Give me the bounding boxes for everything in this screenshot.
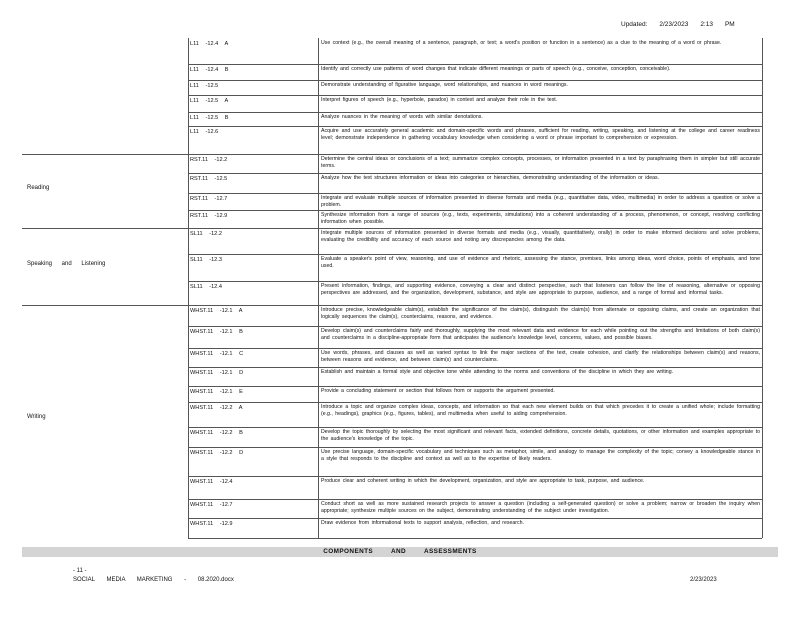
table-row [188, 193, 762, 210]
row-divider [188, 447, 762, 448]
standard-code: L11 -12.4 B [190, 67, 229, 73]
table-row [188, 173, 762, 193]
row-divider [188, 126, 762, 127]
standard-description: Demonstrate understanding of figurative language, word relationships, and nuances in word meanings. [321, 82, 568, 88]
standard-code: WHST.11 -12.1 D [190, 370, 244, 376]
page-number: - 11 - [73, 568, 87, 574]
row-divider [188, 326, 762, 327]
standard-code: RST.11 -12.2 [190, 157, 228, 163]
standard-code: RST.11 -12.5 [190, 176, 228, 182]
row-divider [188, 210, 762, 211]
domain-writing: Writing [27, 414, 46, 420]
table-column-rule [318, 38, 319, 538]
standard-description: Identify and correctly use patterns of word changes that indicate different meanings or parts of speech (e.g., conceive, conception, conceivable). [321, 66, 671, 72]
standard-code: SL11 -12.4 [190, 284, 222, 290]
row-divider [188, 348, 762, 349]
standard-description: Evaluate a speaker's point of view, reasoning, and use of evidence and rhetoric, assessing the stance, premises, links among ideas, word choice, points of emphasis, and tone used. [321, 256, 760, 269]
standard-description: Introduce a topic and organize complex ideas, concepts, and information so that each new element builds on that which precedes it to create a unified whole; include formatting (e.g., headings), graphics (e.g., figures, tables), and multimedia when useful to aiding comprehension. [321, 404, 760, 417]
row-divider [188, 499, 762, 500]
row-divider [188, 476, 762, 477]
row-divider [188, 281, 762, 282]
standard-code: WHST.11 -12.4 [190, 479, 233, 485]
standard-code: WHST.11 -12.1 E [190, 389, 243, 395]
table-row [188, 112, 762, 126]
row-divider [188, 427, 762, 428]
table-row [188, 80, 762, 95]
footer-date: 2/23/2023 [690, 577, 717, 583]
standard-code: WHST.11 -12.2 D [190, 450, 244, 456]
standard-description: Integrate multiple sources of information presented in diverse formats and media (e.g., visually, quantitatively, orally) in order to make informed decisions and solve problems, evaluating the credibility and accuracy of each source and noting any discrepancies among the data. [321, 230, 760, 243]
row-divider [188, 386, 762, 387]
standard-description: Develop the topic thoroughly by selecting the most significant and relevant facts, extended definitions, concrete details, quotations, or other information and examples appropriate to the audience's knowledge of the topic. [321, 429, 760, 442]
standard-description: Interpret figures of speech (e.g., hyperbole, paradox) in context and analyze their role in the text. [321, 97, 558, 103]
table-row [188, 367, 762, 386]
table-row [188, 126, 762, 154]
table-row [188, 518, 762, 538]
domain-reading: Reading [27, 185, 50, 191]
table-row [188, 228, 762, 254]
standard-description: Use precise language, domain-specific vocabulary and techniques such as metaphor, simile, and analogy to manage the complexity of the topic; convey a knowledgeable stance in a style that responds to the discipline and context as well as to the expertise of likely readers. [321, 449, 760, 462]
section-header-bar [22, 547, 778, 557]
standard-code: L11 -12.4 A [190, 41, 229, 47]
table-row [188, 64, 762, 80]
standard-description: Develop claim(s) and counterclaims fairly and thoroughly, supplying the most relevant data and evidence for each while pointing out the strengths and limitations of both claim(s) and counterclaims in a discipline-appropriate form that anticipates the audience's knowledge level, concerns, values, and possible biases. [321, 328, 760, 341]
standard-description: Introduce precise, knowledgeable claim(s), establish the significance of the claim(s), distinguish the claim(s) from alternate or opposing claims, and create an organization that logically sequences the claim(s), counterclaims, reasons, and evidence. [321, 307, 760, 320]
row-divider [22, 305, 762, 306]
standard-code: WHST.11 -12.9 [190, 521, 233, 527]
standard-code: L11 -12.5 A [190, 98, 229, 104]
standard-code: L11 -12.6 [190, 129, 219, 135]
table-row [188, 402, 762, 427]
row-divider [188, 538, 762, 539]
footer-document-name: SOCIAL MEDIA MARKETING - 08.2020.docx [73, 577, 234, 583]
table-right-rule [762, 38, 763, 538]
standard-code: WHST.11 -12.2 B [190, 430, 243, 436]
table-row [188, 326, 762, 348]
row-divider [188, 64, 762, 65]
row-divider [188, 95, 762, 96]
updated-label: Updated: [621, 21, 648, 28]
row-divider [188, 518, 762, 519]
standard-code: SL11 -12.3 [190, 257, 222, 263]
standard-description: Use context (e.g., the overall meaning of a sentence, paragraph, or text; a word's position or function in a sentence) as a clue to the meaning of a word or phrase. [321, 40, 722, 46]
standard-code: SL11 -12.2 [190, 231, 222, 237]
row-divider [188, 80, 762, 81]
standard-description: Synthesize information from a range of sources (e.g., texts, experiments, simulations) into a coherent understanding of a process, phenomenon, or concept, resolving conflicting information when possible. [321, 212, 760, 225]
table-row [188, 427, 762, 447]
standard-description: Provide a concluding statement or section that follows from or supports the argument presented. [321, 388, 555, 394]
standard-description: Analyze nuances in the meaning of words with similar denotations. [321, 114, 483, 120]
row-divider [188, 173, 762, 174]
updated-time: 2:13 [700, 21, 713, 28]
table-row [188, 254, 762, 281]
table-row [188, 210, 762, 228]
row-divider [188, 193, 762, 194]
standard-code: WHST.11 -12.1 A [190, 308, 243, 314]
standard-code: WHST.11 -12.7 [190, 502, 233, 508]
table-row [188, 305, 762, 326]
table-row [188, 281, 762, 305]
table-row [188, 447, 762, 476]
standard-code: WHST.11 -12.2 A [190, 405, 243, 411]
standard-description: Draw evidence from informational texts to support analysis, reflection, and research. [321, 520, 524, 526]
domain-speaking-listening: Speaking and Listening [27, 261, 106, 267]
row-divider [188, 112, 762, 113]
section-title: COMPONENTS AND ASSESSMENTS [323, 548, 477, 555]
row-divider [22, 228, 762, 229]
standard-description: Present information, findings, and supporting evidence, conveying a clear and distinct perspective, such that listeners can follow the line of reasoning, alternative or opposing perspectives are addressed, and the organization, development, substance, and style are appropriate to purpose, audience, and a range of formal and informal tasks. [321, 283, 760, 296]
row-divider [188, 367, 762, 368]
standard-description: Conduct short as well as more sustained research projects to answer a question (including a self-generated question) or solve a problem; narrow or broaden the inquiry when appropriate; synthesize multiple sources on the subject, demonstrating understanding of the subject under investigation. [321, 501, 760, 514]
standard-description: Determine the central ideas or conclusions of a text; summarize complex concepts, processes, or information presented in a text by paraphrasing them in simpler but still accurate terms. [321, 156, 760, 169]
standard-description: Establish and maintain a formal style and objective tone while attending to the norms and conventions of the discipline in which they are writing. [321, 369, 674, 375]
standard-description: Integrate and evaluate multiple sources of information presented in diverse formats and media (e.g., quantitative data, video, multimedia) in order to address a question or solve a problem. [321, 195, 760, 208]
standard-code: RST.11 -12.9 [190, 213, 228, 219]
standard-description: Use words, phrases, and clauses as well as varied syntax to link the major sections of the text, create cohesion, and clarify the relationships between claim(s) and reasons, between reasons and evidence, and between claim(s) and counterclaims. [321, 350, 760, 363]
standard-description: Acquire and use accurately general academic and domain-specific words and phrases, sufficient for reading, writing, speaking, and listening at the college and career readiness level; demonstrate independence in gathering vocabulary knowledge when considering a word or phrase important to comprehension or expression. [321, 128, 760, 141]
updated-date: 2/23/2023 [659, 21, 689, 28]
standard-code: L11 -12.5 [190, 83, 219, 89]
updated-ampm: PM [724, 21, 735, 28]
row-divider [188, 402, 762, 403]
standard-code: L11 -12.5 B [190, 115, 229, 121]
table-row [188, 499, 762, 518]
updated-timestamp [621, 21, 735, 28]
standard-description: Produce clear and coherent writing in which the development, organization, and style are appropriate to task, purpose, and audience. [321, 478, 645, 484]
standard-code: WHST.11 -12.1 B [190, 329, 243, 335]
table-row [188, 95, 762, 112]
table-row [188, 476, 762, 499]
standard-code: WHST.11 -12.1 C [190, 351, 244, 357]
table-row [188, 154, 762, 173]
table-left-rule [188, 38, 189, 538]
table-row [188, 386, 762, 402]
table-row [188, 348, 762, 367]
row-divider [22, 154, 762, 155]
standard-description: Analyze how the text structures information or ideas into categories or hierarchies, demonstrating understanding of the information or ideas. [321, 175, 660, 181]
standard-code: RST.11 -12.7 [190, 196, 228, 202]
table-row [188, 38, 762, 64]
row-divider [188, 254, 762, 255]
